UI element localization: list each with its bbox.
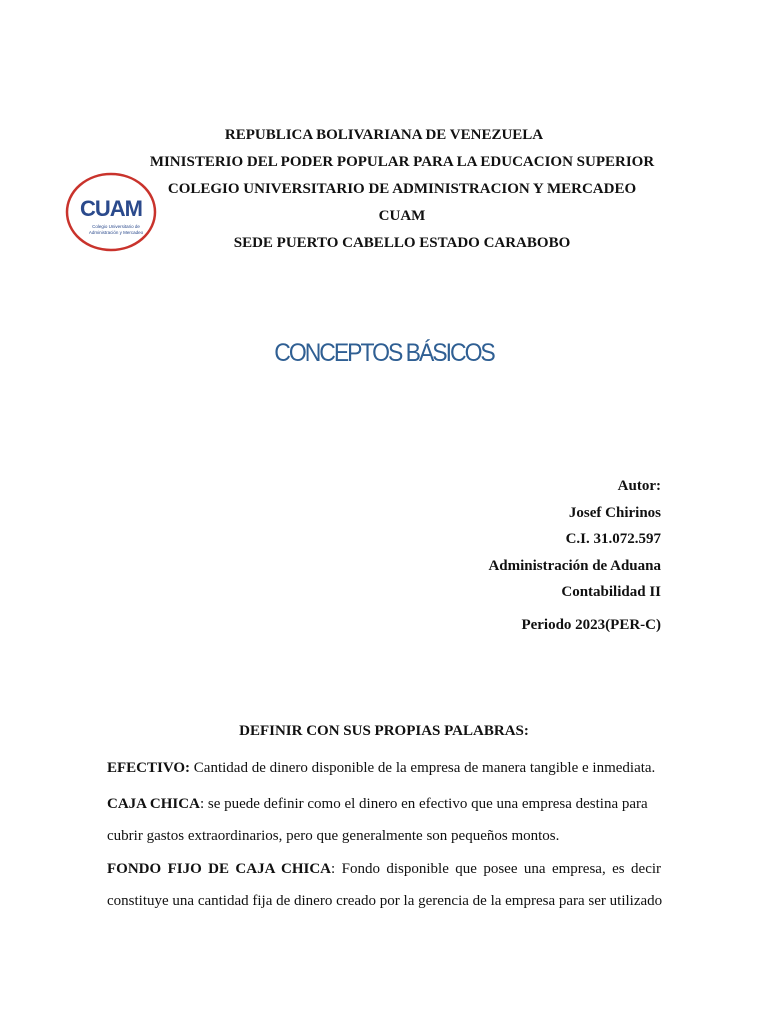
section-title: DEFINIR CON SUS PROPIAS PALABRAS:: [239, 723, 529, 739]
author-id: C.I. 31.072.597: [565, 531, 661, 547]
author-block: [488, 477, 661, 642]
definition-efectivo: [107, 752, 661, 784]
definition-text: : se puede definir como el dinero en efectivo que una empresa destina para: [199, 796, 648, 812]
definition-text: Cantidad de dinero disponible de la empresa de manera tangible e inmediata.: [190, 760, 656, 776]
author-label: Autor:: [617, 478, 661, 494]
header-line-campus: SEDE PUERTO CABELLO ESTADO CARABOBO: [233, 235, 571, 251]
author-subject: Contabilidad II: [561, 584, 661, 600]
definition-text: constituye una cantidad fija de dinero creado por la gerencia de la empresa para ser utilizado: [107, 893, 663, 909]
definition-fondo-fijo: [107, 853, 661, 917]
author-career: Administración de Aduana: [488, 557, 661, 574]
logo-initials: CUAM: [80, 196, 142, 221]
document-title: CONCEPTOS BÁSICOS: [274, 339, 494, 367]
header-line-republic: REPUBLICA BOLIVARIANA DE VENEZUELA: [224, 127, 544, 143]
term-caja-chica: CAJA CHICA: [107, 796, 200, 812]
definition-text: : Fondo disponible que posee una empresa, es decir: [331, 861, 662, 877]
term-fondo-fijo: FONDO FIJO DE CAJA CHICA: [107, 861, 332, 877]
author-period: Periodo 2023(PER-C): [521, 616, 661, 633]
header-line-ministry: MINISTERIO DEL PODER POPULAR PARA LA EDUCACION SUPERIOR: [149, 154, 655, 170]
cuam-logo-icon: [64, 170, 158, 254]
term-efectivo: EFECTIVO:: [107, 760, 191, 776]
svg-text:Administración y Mercadeo: Administración y Mercadeo: [88, 230, 144, 235]
definition-text: cubrir gastos extraordinarios, pero que generalmente son pequeños montos.: [107, 828, 560, 844]
header-line-college: COLEGIO UNIVERSITARIO DE ADMINISTRACION Y MERCADEO: [167, 181, 637, 197]
author-name: Josef Chirinos: [568, 504, 661, 521]
svg-text:Colegio Universitario de: Colegio Universitario de: [92, 224, 140, 229]
definition-caja-chica: [107, 788, 661, 852]
header-line-acronym: CUAM: [378, 208, 426, 224]
